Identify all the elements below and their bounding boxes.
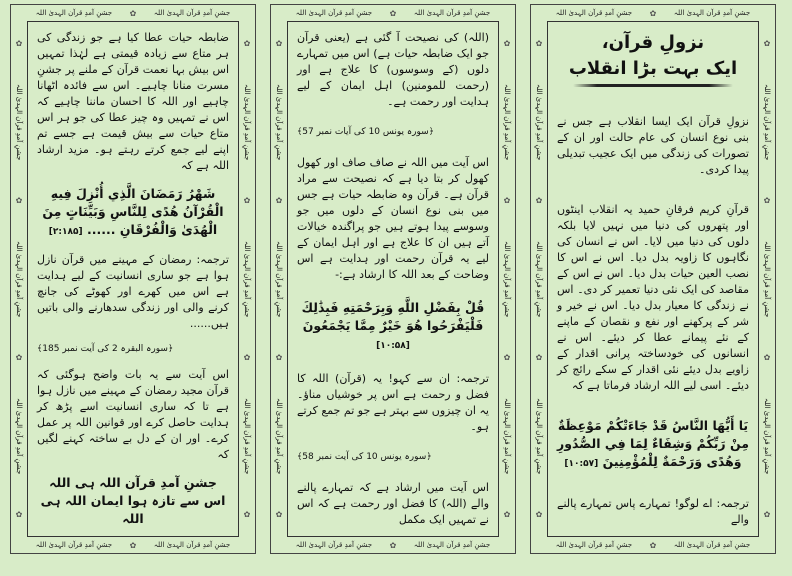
body-line: انسان کی عام حالت اور ان کے تصورات کی زندگی میں	[557, 131, 749, 161]
border-motto: جشنِ آمدِ قرآن الہدیٰ اللہ	[15, 240, 23, 318]
page-subtitle: ایک بہت بڑا انقلاب	[568, 58, 738, 79]
border-motto: جشنِ آمدِ قرآن الہدیٰ اللہ	[295, 9, 373, 17]
flower-icon: ✿	[649, 8, 657, 18]
body-line: (اللہ) کی نصیحت آ گئی ہے (یعنی قرآن جو ایک ضابطہ	[297, 31, 489, 60]
border-motto: جشنِ آمدِ قرآن الہدیٰ اللہ	[243, 83, 251, 161]
quran-verse	[37, 185, 229, 241]
flower-icon: ✿	[503, 195, 511, 205]
panel-right	[530, 4, 776, 554]
border-band-right	[499, 21, 515, 537]
flower-icon: ✿	[763, 352, 771, 362]
body-line: مقاصد کی ایک نئی دنیا تعمیر کر دی۔ اس نے زندگی کا	[557, 282, 749, 312]
body-line: اپنے لیے جمع کرتے رہتے ہو۔ مزید ارشاد اللہ ہے کہ	[37, 143, 229, 172]
body-paragraph	[297, 155, 489, 283]
translation-line: ترجمہ: رمضان کے مہینے میں قرآن نازل ہوا ہے جو	[37, 253, 229, 282]
border-motto: جشنِ آمدِ قرآن الہدیٰ اللہ	[763, 83, 771, 161]
verse-text: فَلْيَفْرَحُوا هُوَ خَيْرٌ مِمَّا يَجْمَعُونَ	[302, 318, 484, 333]
flower-icon: ✿	[275, 352, 283, 362]
border-motto: جشنِ آمدِ قرآن الہدیٰ اللہ	[295, 541, 373, 549]
body-line: نزولِ قرآن ایک ایسا انقلاب ہے جس نے بنی نوع	[557, 115, 749, 145]
translation-line: ترجمہ: ان سے کہو! یہ (قرآن) اللہ کا فضل و رحمت ہے	[297, 372, 490, 401]
body-line: رحمت اور ہدایت ہے اس وضاحت کے بعد اللہ کا ارشاد	[297, 252, 489, 281]
quran-verse	[557, 417, 749, 473]
verse-text: هُدًى لِلنَّاسِ وَبَيِّنَاتٍ مِنَ الْهُدَىٰ	[42, 204, 218, 237]
border-band-top	[547, 5, 759, 21]
page-title: نزولِ قرآن،	[601, 32, 705, 53]
verse-reference: [۱۰:۵۷]	[564, 458, 599, 469]
border-motto: جشنِ آمدِ قرآن الہدیٰ اللہ	[15, 397, 23, 475]
border-motto: جشنِ آمدِ قرآن الہدیٰ اللہ	[503, 240, 511, 318]
border-motto: جشنِ آمدِ قرآن الہدیٰ اللہ	[35, 541, 113, 549]
border-motto: جشنِ آمدِ قرآن الہدیٰ اللہ	[763, 397, 771, 475]
flower-icon: ✿	[763, 38, 771, 48]
border-motto: جشنِ آمدِ قرآن الہدیٰ اللہ	[673, 9, 751, 17]
body-line: معیار بدل دیا۔ اس نے خیر و شر کے پرکھنے اور نفع و	[557, 298, 749, 328]
translation-line: ترجمہ: اے لوگو! تمہارے پاس تمہارے پالنے والے	[557, 497, 749, 526]
title-block	[557, 30, 749, 91]
panel-content	[550, 24, 756, 534]
translation-line: اس پر خوشیاں مناؤ۔ یہ ان چیزوں سے بہتر ہے جو تم جمع	[297, 388, 489, 417]
translation-line: ساری انسانیت کے لیے ہدایت ہے اس میں کھرے	[37, 269, 229, 298]
body-line: جشنِ مسرت منانا چاہیے۔ اس سے فائدہ اٹھانا چاہیے	[37, 63, 229, 108]
flower-icon: ✿	[243, 195, 251, 205]
border-motto: جشنِ آمدِ قرآن الہدیٰ اللہ	[243, 240, 251, 318]
body-paragraph	[557, 202, 749, 394]
border-motto: جشنِ آمدِ قرآن الہدیٰ اللہ	[503, 397, 511, 475]
border-motto: جشنِ آمدِ قرآن الہدیٰ اللہ	[535, 240, 543, 318]
panel-left	[10, 4, 256, 554]
border-motto: جشنِ آمدِ قرآن الہدیٰ اللہ	[153, 9, 231, 17]
body-line: ضابطہ حیات ہے جس میں بنی نوع انسان کے دلوں میں	[297, 188, 490, 217]
flower-icon: ✿	[129, 8, 137, 18]
body-paragraph	[37, 30, 229, 174]
border-motto: جشنِ آمدِ قرآن الہدیٰ اللہ	[763, 240, 771, 318]
panel-middle	[270, 4, 516, 554]
body-line: قرآنِ کریم فرقانِ حمید یہ انقلاب اینٹوں اور	[557, 202, 749, 232]
flower-icon: ✿	[535, 352, 543, 362]
border-motto: جشنِ آمدِ قرآن الہدیٰ اللہ	[673, 541, 751, 549]
border-motto: جشنِ آمدِ قرآن الہدیٰ اللہ	[555, 541, 633, 549]
flower-icon: ✿	[763, 509, 771, 519]
surah-reference: ﴿سورہ یونس 10 کی آیات نمبر 57﴾	[297, 127, 434, 137]
couplet	[37, 474, 229, 528]
surah-reference: ﴿سورہ البقرہ 2 کی آیت نمبر 185﴾	[37, 344, 174, 354]
body-line: اس آیت میں ارشاد ہے کہ تمہارے پالنے والے	[297, 481, 490, 510]
flower-icon: ✿	[275, 509, 283, 519]
verse-reference: [۱۰:۵۸]	[376, 341, 410, 351]
couplet-line: اس سے تازہ ہوا ایمان اللہ ہی اللہ	[40, 493, 226, 526]
flower-icon: ✿	[535, 195, 543, 205]
flower-icon: ✿	[503, 352, 511, 362]
translation-line: اور کھوٹے کی جانچ کرنے والی اور زندگی سدھارنے	[37, 285, 229, 314]
flower-icon: ✿	[15, 38, 23, 48]
verse-reference: [۲:۱۸۵]	[48, 227, 83, 237]
panel-content	[30, 24, 236, 534]
body-line: اور اللہ کا احسان ماننا چاہیے کہ اس نے تمہیں وہ چیز عطا	[37, 95, 229, 124]
body-line: جو وسوسے پیدا ہوتے ہیں جو پراگندہ خیالات آتے	[297, 204, 489, 249]
flower-icon: ✿	[15, 509, 23, 519]
verse-text: وَرَحْمَةٌ لِلْمُؤْمِنِينَ	[602, 453, 703, 469]
border-motto: جشنِ آمدِ قرآن الہدیٰ اللہ	[555, 9, 633, 17]
flower-icon: ✿	[129, 540, 137, 550]
body-line: قیمتی ہے لہٰذا تمہیں اس بیش بہا نعمت قرآن کے ملنے پر	[37, 47, 230, 76]
border-motto: جشنِ آمدِ قرآن الہدیٰ اللہ	[35, 9, 113, 17]
body-line: اس آیت میں اللہ نے صاف صاف اور کھول کھول	[297, 156, 489, 185]
body-line: کر بتا دیا ہے کہ نصیحت سے مراد قرآن ہے۔ قرآن وہ	[297, 172, 489, 201]
flower-icon: ✿	[15, 352, 23, 362]
flower-icon: ✿	[243, 38, 251, 48]
flower-icon: ✿	[535, 509, 543, 519]
border-motto: جشنِ آمدِ قرآن الہدیٰ اللہ	[413, 541, 491, 549]
body-line: اس کا نصب العین حیات بدل دیا۔ اس نے اس کے	[557, 250, 749, 280]
border-motto: جشنِ آمدِ قرآن الہدیٰ اللہ	[275, 240, 283, 318]
translation-line: کرتے ہو۔	[297, 404, 489, 433]
flower-icon: ✿	[535, 38, 543, 48]
flower-icon: ✿	[243, 509, 251, 519]
verse-text: شَهْرُ رَمَضَانَ الَّذِي أُنْزِلَ فِيهِ الْقُرْآنُ	[50, 186, 224, 219]
panel-content	[290, 24, 496, 534]
flower-icon: ✿	[275, 38, 283, 48]
body-line: رمضان کے مہینے میں نازل ہوا ہے تا کہ ساری انسانیت	[37, 384, 229, 413]
body-line: ہیں ان کا علاج ہے اور اہل ایمان کے لیے یہ قرآن	[297, 236, 490, 265]
border-band-right	[239, 21, 255, 537]
body-line: دیئے نئی اقدار کے سکے رائج کر دیئے۔ اسی لیے اللہ	[557, 362, 749, 392]
translation-paragraph	[297, 371, 489, 435]
title-divider	[573, 84, 733, 87]
translation-paragraph	[557, 496, 749, 528]
body-paragraph	[557, 114, 749, 178]
border-band-bottom	[547, 537, 759, 553]
body-line: نے انسانوں کی خودساختہ پرانی اقدار کے زاویے بدل	[557, 330, 749, 376]
body-line: کرے۔ اور ان کے دل بے ساختہ کہنے لگیں کہ	[37, 432, 229, 461]
flower-icon: ✿	[763, 195, 771, 205]
border-motto: جشنِ آمدِ قرآن الہدیٰ اللہ	[275, 397, 283, 475]
border-band-bottom	[287, 537, 499, 553]
flower-icon: ✿	[389, 8, 397, 18]
border-motto: جشنِ آمدِ قرآن الہدیٰ اللہ	[15, 83, 23, 161]
body-line: پتھروں کی دنیا میں نہیں لایا بلکہ دلوں کی دنیا میں لایا۔	[557, 218, 749, 248]
border-band-top	[27, 5, 239, 21]
flower-icon: ✿	[275, 195, 283, 205]
flower-icon: ✿	[649, 540, 657, 550]
body-line: کی جو ہر اس متاع حیات سے بیش قیمت ہے جسے تم	[37, 111, 229, 140]
translation-line: والی باتیں ہیں......	[37, 301, 229, 330]
border-motto: جشنِ آمدِ قرآن الہدیٰ اللہ	[243, 397, 251, 475]
body-line: اس آیت سے یہ بات واضح ہوگئی کہ قرآن مجید	[37, 368, 229, 397]
body-line: ایک عجیب تبدیلی پیدا کردی۔	[557, 147, 749, 177]
verse-text: رَبِّكُمْ وَشِفَاءٌ لِمَا فِي الصُّدُورِ وَهُدًى	[557, 435, 742, 469]
body-line: ضابطہ حیات عطا کیا ہے جو زندگی کی ہر متاع سے زیادہ	[37, 31, 229, 60]
border-motto: جشنِ آمدِ قرآن الہدیٰ اللہ	[413, 9, 491, 17]
body-line: اسے پڑھ کر ہدایت حاصل کرے اور قوانین اللہ پر عمل	[37, 400, 229, 429]
border-motto: جشنِ آمدِ قرآن الہدیٰ اللہ	[535, 83, 543, 161]
border-motto: جشنِ آمدِ قرآن الہدیٰ اللہ	[535, 397, 543, 475]
border-band-right	[759, 21, 775, 537]
border-band-left	[531, 21, 547, 537]
flower-icon: ✿	[503, 509, 511, 519]
border-band-bottom	[27, 537, 239, 553]
verse-text: يَا أَيُّهَا النَّاسُ قَدْ جَاءَتْكُمْ مَوْعِظَةٌ مِنْ	[557, 417, 749, 451]
body-line: نقصان کے ماپنے کے نئے پیمانے عطا کر دیئے۔ اس	[557, 314, 749, 344]
border-motto: جشنِ آمدِ قرآن الہدیٰ اللہ	[503, 83, 511, 161]
body-line: ہدایت اور رحمت ہے۔	[387, 95, 489, 108]
body-paragraph	[297, 30, 489, 110]
flower-icon: ✿	[503, 38, 511, 48]
border-motto: جشنِ آمدِ قرآن الہدیٰ اللہ	[275, 83, 283, 161]
couplet-line: جشنِ آمدِ قرآن اللہ ہی اللہ	[49, 475, 217, 490]
flower-icon: ✿	[15, 195, 23, 205]
body-paragraph	[297, 480, 489, 528]
flower-icon: ✿	[389, 540, 397, 550]
body-line: ارشاد فرماتا ہے کہ	[571, 378, 660, 392]
body-paragraph	[37, 367, 229, 463]
border-band-top	[287, 5, 499, 21]
border-band-left	[11, 21, 27, 537]
body-line: حیات ہے) اس میں تمہارے دلوں (کے وسوسوں) کا	[297, 47, 489, 76]
flower-icon: ✿	[243, 352, 251, 362]
border-band-left	[271, 21, 287, 537]
verse-text: قُلْ بِفَضْلِ اللَّهِ وَبِرَحْمَتِهِ فَبِذَٰلِكَ	[301, 300, 485, 315]
translation-paragraph	[37, 252, 229, 332]
body-line: (اللہ) کا فضل اور رحمت ہے کہ اس نے تمہیں ایک مکمل	[297, 497, 489, 526]
quran-verse	[297, 299, 489, 355]
body-line: اس نے انسان کی نگاہوں کا زاویہ بدل دیا۔ اس نے	[557, 234, 749, 264]
body-line: ہے:-	[335, 268, 356, 281]
verse-text: وَالْفُرْقَانِ ......	[86, 222, 177, 237]
body-line: علاج ہے اور (رحمت للمومنین) اہل ایمان کے لیے	[297, 63, 489, 92]
border-motto: جشنِ آمدِ قرآن الہدیٰ اللہ	[153, 541, 231, 549]
surah-reference: ﴿سورہ یونس 10 کی آیت نمبر 58﴾	[297, 452, 432, 462]
